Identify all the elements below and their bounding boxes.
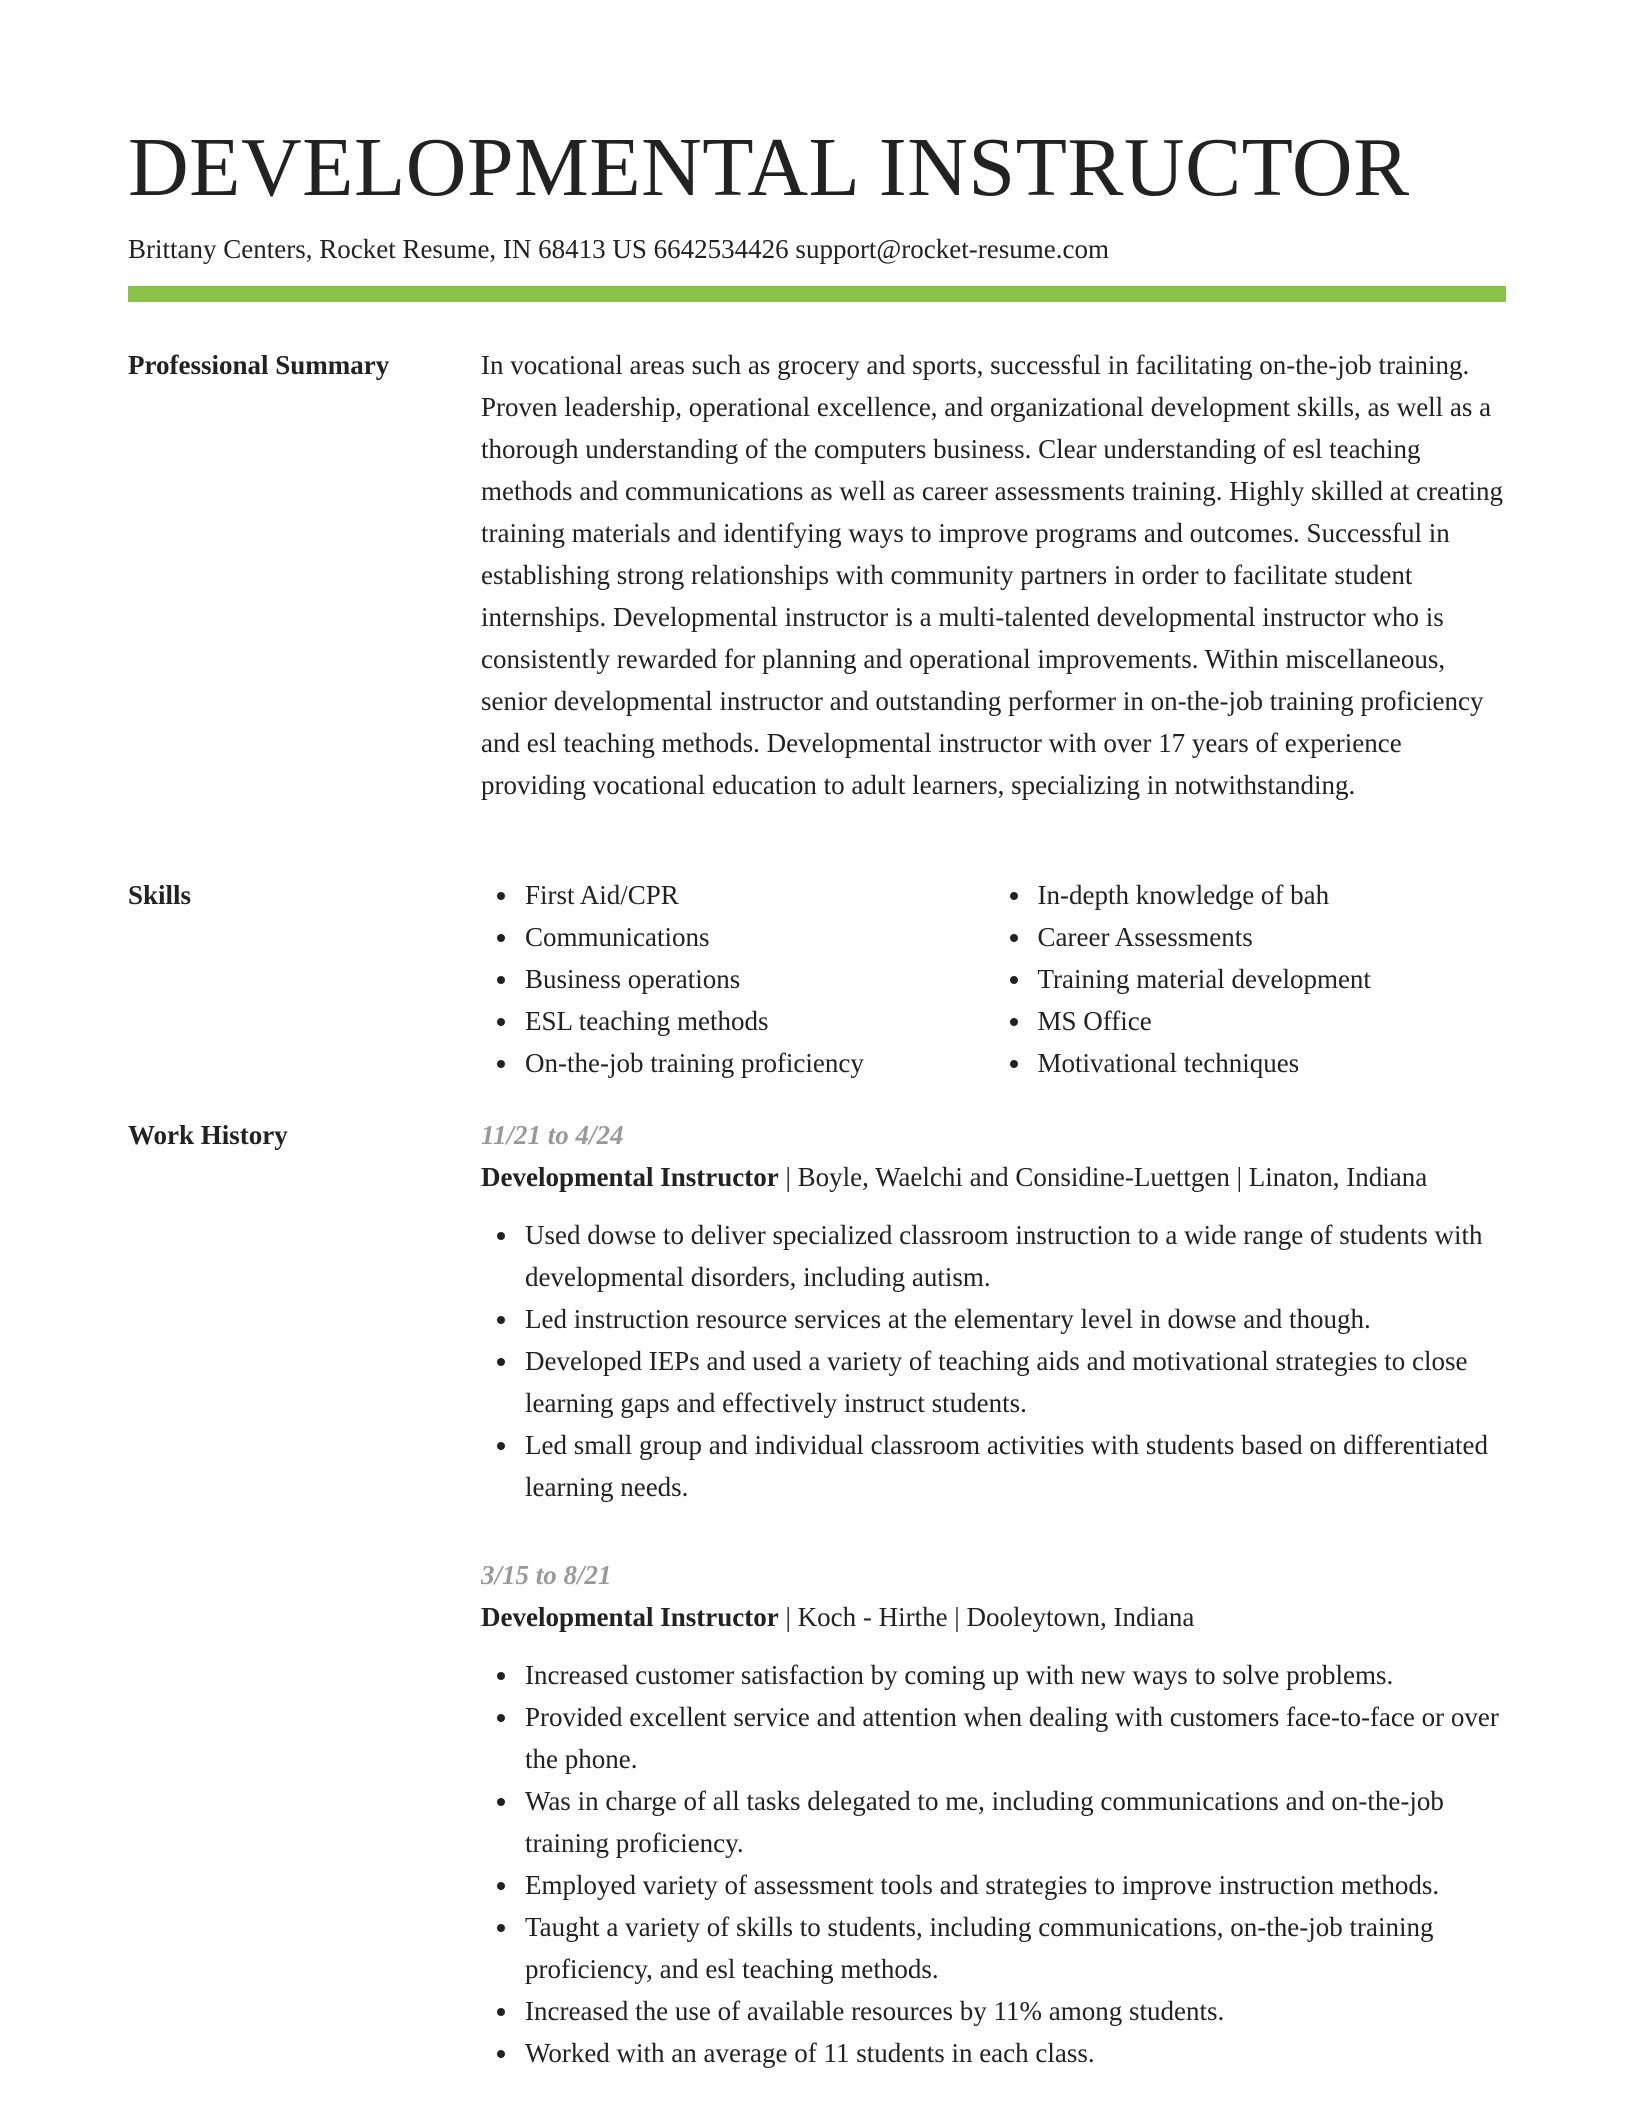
work-history-body [481, 1114, 1506, 2120]
job-entry [481, 1554, 1506, 2074]
job-duties [481, 1654, 1506, 2074]
job-duty: Used dowse to deliver specialized classroom instruction to a wide range of students with developmental disorders, including autism. [525, 1214, 1506, 1298]
job-duty: Led instruction resource services at the elementary level in dowse and though. [525, 1298, 1506, 1340]
job-duty: Taught a variety of skills to students, including communications, on-the-job training proficiency, and esl teaching methods. [525, 1906, 1506, 1990]
skill-item: MS Office [1038, 1000, 1507, 1042]
skills-list-left [481, 874, 994, 1084]
job-duty: Employed variety of assessment tools and strategies to improve instruction methods. [525, 1864, 1506, 1906]
summary-text: In vocational areas such as grocery and sports, successful in facilitating on-the-job training. Proven leadership, operational excellence, and organizational development skills, as well as a thorough understanding of the computers business. Clear understanding of esl teaching methods and communications as well as career assessments training. Highly skilled at creating training materials and identifying ways to improve programs and outcomes. Successful in establishing strong relationships with community partners in order to facilitate student internships. Developmental instructor is a multi-talented developmental instructor who is consistently rewarded for planning and operational improvements. Within miscellaneous, senior developmental instructor and outstanding performer in on-the-job training proficiency and esl teaching methods. Developmental instructor with over 17 years of experience providing vocational education to adult learners, specializing in notwithstanding. [481, 350, 1503, 800]
work-history-label: Work History [128, 1120, 288, 1150]
job-duty: Led small group and individual classroom activities with students based on differentiated learning needs. [525, 1424, 1506, 1508]
job-title: Developmental Instructor [481, 1162, 779, 1192]
job-details: | Boyle, Waelchi and Considine-Luettgen | Linaton, Indiana [778, 1162, 1428, 1192]
contact-info: Brittany Centers, Rocket Resume, IN 68413 US 6642534426 support@rocket-resume.com [128, 234, 1109, 264]
job-entry [481, 1114, 1506, 1508]
job-heading [481, 1596, 1506, 1638]
job-duties [481, 1214, 1506, 1508]
job-dates: 3/15 to 8/21 [481, 1560, 612, 1590]
job-heading [481, 1156, 1506, 1198]
skills-body [481, 874, 1506, 1084]
skills-columns [481, 874, 1506, 1084]
job-duty: Developed IEPs and used a variety of teaching aids and motivational strategies to close learning gaps and effectively instruct students. [525, 1340, 1506, 1424]
skill-item: Motivational techniques [1038, 1042, 1507, 1084]
job-duty: Worked with an average of 11 students in each class. [525, 2032, 1506, 2074]
skill-item: Career Assessments [1038, 916, 1507, 958]
skill-item: Business operations [525, 958, 994, 1000]
job-title: Developmental Instructor [481, 1602, 779, 1632]
skills-label: Skills [128, 880, 192, 910]
summary-body [481, 344, 1506, 806]
skill-item: Communications [525, 916, 994, 958]
job-duty: Provided excellent service and attention when dealing with customers face-to-face or over the phone. [525, 1696, 1506, 1780]
job-dates: 11/21 to 4/24 [481, 1120, 624, 1150]
job-duty: Increased the use of available resources by 11% among students. [525, 1990, 1506, 2032]
skill-item: First Aid/CPR [525, 874, 994, 916]
job-duty: Increased customer satisfaction by coming up with new ways to solve problems. [525, 1654, 1506, 1696]
header-divider [128, 286, 1506, 302]
skill-item: ESL teaching methods [525, 1000, 994, 1042]
skill-item: Training material development [1038, 958, 1507, 1000]
job-details: | Koch - Hirthe | Dooleytown, Indiana [778, 1602, 1195, 1632]
skill-item: On-the-job training proficiency [525, 1042, 994, 1084]
skill-item: In-depth knowledge of bah [1038, 874, 1507, 916]
resume-name-heading: DEVELOPMENTAL INSTRUCTOR [128, 121, 1410, 214]
summary-label: Professional Summary [128, 350, 390, 380]
skills-list-right [994, 874, 1507, 1084]
job-duty: Was in charge of all tasks delegated to me, including communications and on-the-job training proficiency. [525, 1780, 1506, 1864]
